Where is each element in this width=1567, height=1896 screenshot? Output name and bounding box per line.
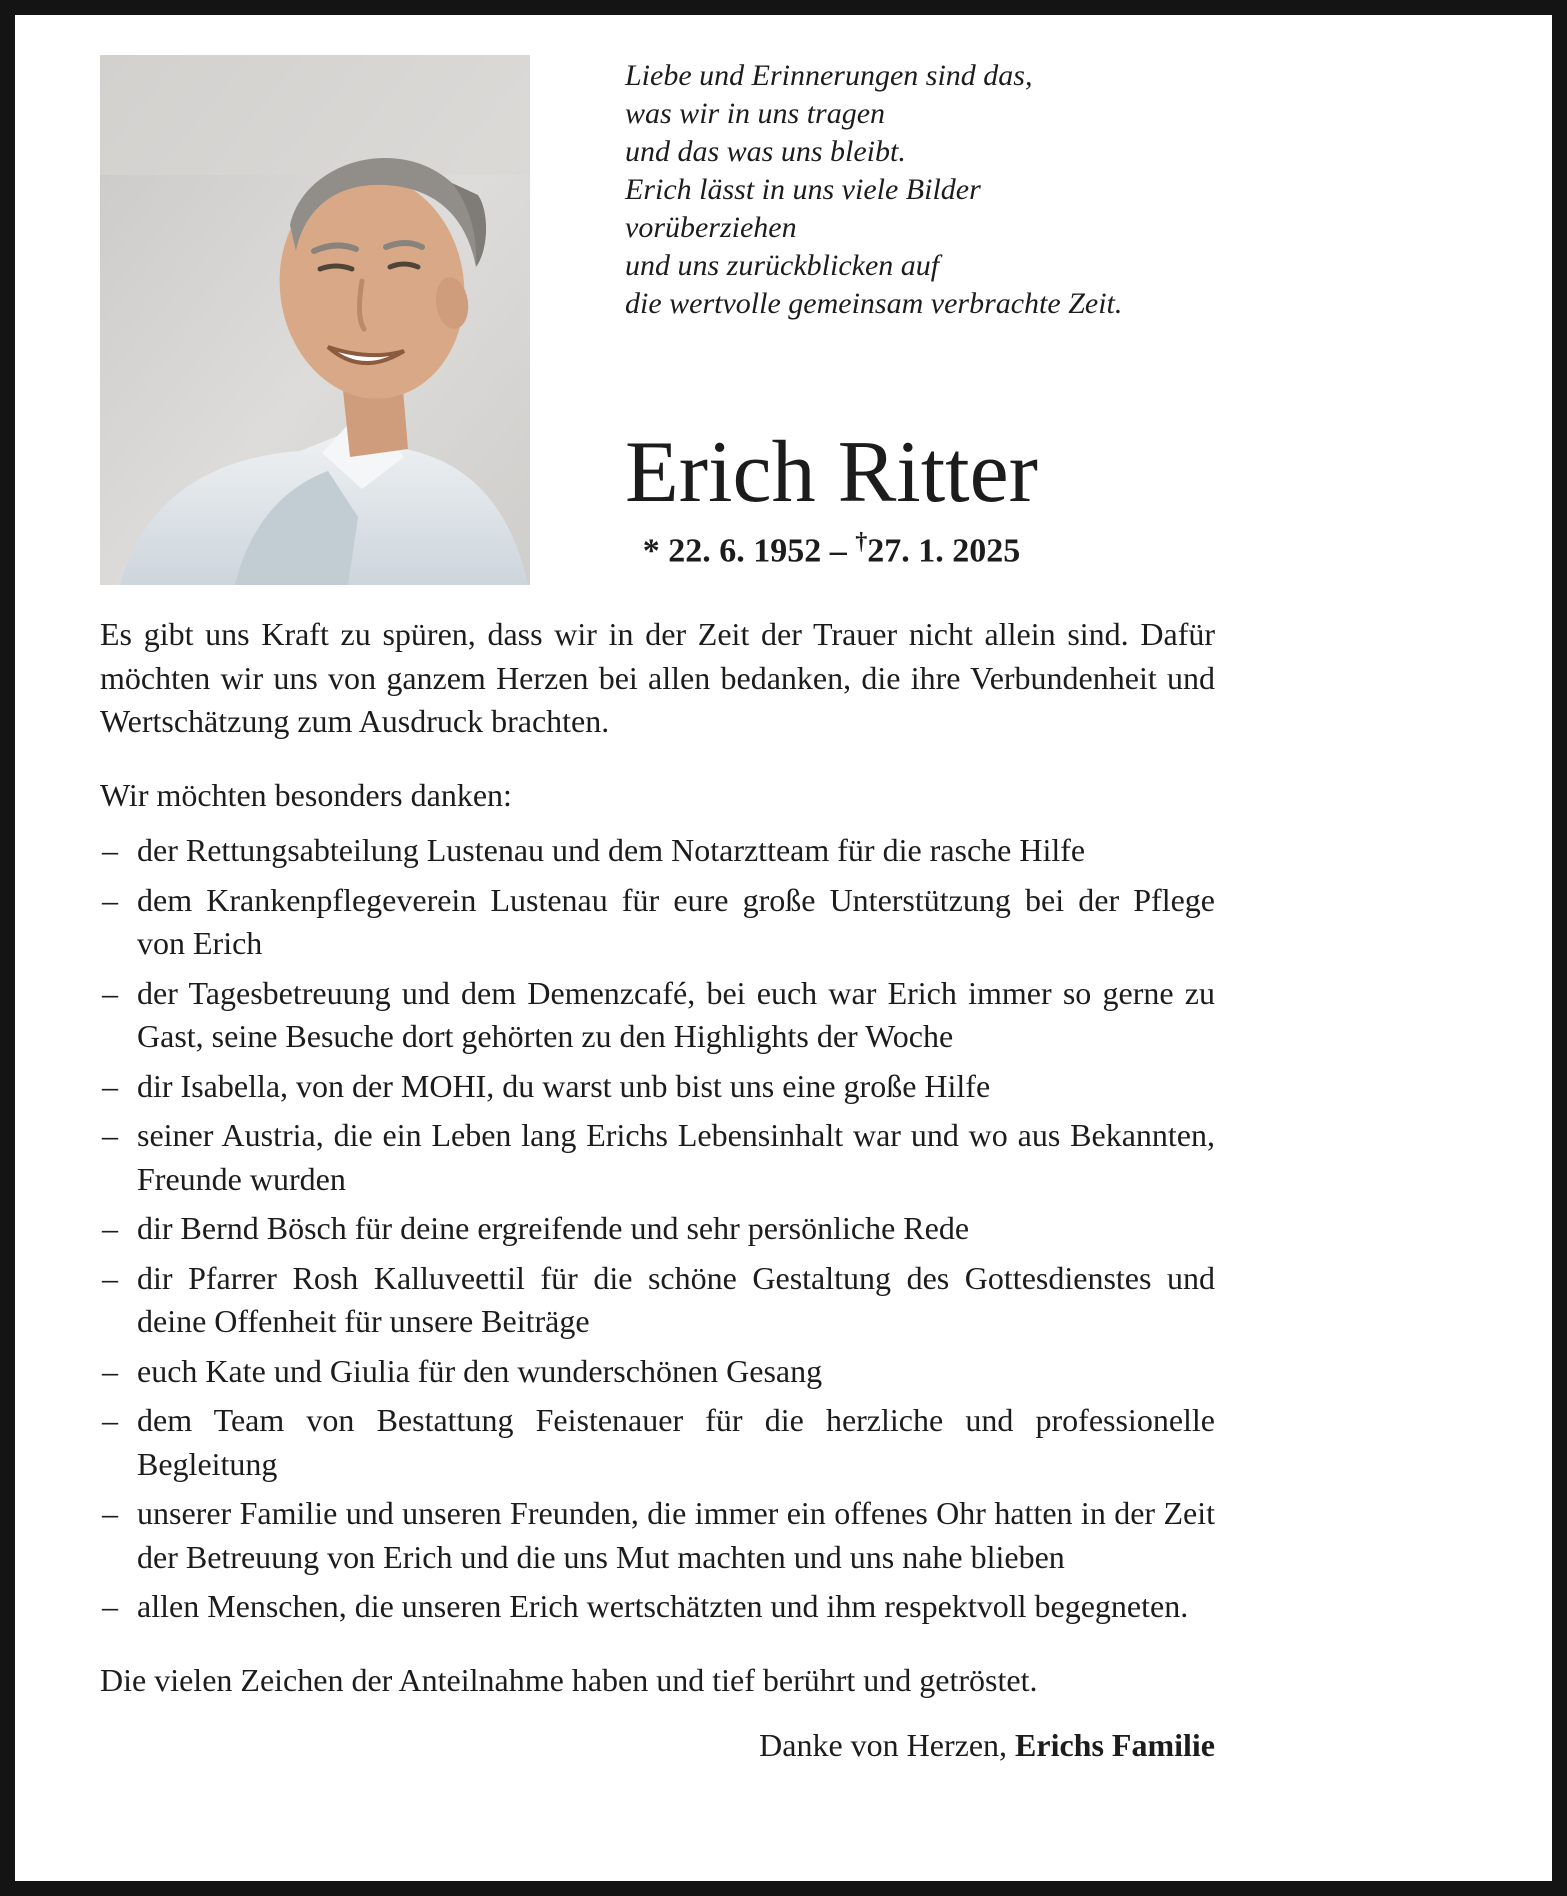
obituary-content xyxy=(100,55,1215,1768)
death-symbol: † xyxy=(855,529,868,556)
thanks-item: – dem Team von Bestattung Feistenauer für die herzliche und professionelle Begleitung xyxy=(100,1399,1215,1486)
poem-line: die wertvolle gemeinsam verbrachte Zeit. xyxy=(625,287,1123,320)
closing-line: Die vielen Zeichen der Anteilnahme haben und tief berührt und getröstet. xyxy=(100,1661,1038,1698)
thanks-item: – seiner Austria, die ein Leben lang Erichs Lebensinhalt war und wo aus Bekannten, Freunde wurden xyxy=(100,1114,1215,1201)
thanks-intro: Es gibt uns Kraft zu spüren, dass wir in der Zeit der Trauer nicht allein sind. Dafür möchten wir uns von ganzem Herzen bei allen bedanken, die ihre Verbundenheit und Wertschätzung zum Ausdruck brachten. xyxy=(100,616,1215,740)
thanks-item: – euch Kate und Giulia für den wunderschönen Gesang xyxy=(100,1350,1215,1394)
portrait-illustration xyxy=(100,55,530,585)
poem-line: was wir in uns tragen xyxy=(625,97,886,130)
title-column xyxy=(625,55,1215,571)
signature-prefix: Danke von Herzen, xyxy=(759,1727,1016,1764)
death-date: 27. 1. 2025 xyxy=(867,532,1021,570)
thanks-item: – der Rettungsabteilung Lustenau und dem Notarztteam für die rasche Hilfe xyxy=(100,829,1215,873)
poem-line: vorüberziehen xyxy=(625,211,797,244)
birth-symbol: * xyxy=(642,532,660,570)
thanks-item: – allen Menschen, die unseren Erich wertschätzten und ihm respektvoll begegneten. xyxy=(100,1585,1215,1629)
header-section xyxy=(100,55,1215,585)
thanks-item: – dem Krankenpflegeverein Lustenau für eure große Unterstützung bei der Pflege von Erich xyxy=(100,879,1215,966)
thanks-item: – dir Bernd Bösch für deine ergreifende und sehr persönliche Rede xyxy=(100,1207,1215,1251)
deceased-name: Erich Ritter xyxy=(625,424,1038,521)
portrait-photo xyxy=(100,55,530,585)
poem-line: und das was uns bleibt. xyxy=(625,135,906,168)
signature-line xyxy=(100,1724,1215,1768)
thanks-item: – dir Pfarrer Rosh Kalluveettil für die schöne Gestaltung des Gottesdienstes und deine Offenheit für unsere Beiträge xyxy=(100,1257,1215,1344)
life-dates xyxy=(625,529,1038,570)
thanks-list xyxy=(100,829,1215,1629)
name-block xyxy=(625,424,1038,571)
birth-date: 22. 6. 1952 xyxy=(668,532,822,570)
thanks-item: – dir Isabella, von der MOHI, du warst unb bist uns eine große Hilfe xyxy=(100,1065,1215,1109)
signature-family: Erichs Familie xyxy=(1015,1727,1215,1764)
thanks-heading: Wir möchten besonders danken: xyxy=(100,776,512,813)
thanks-item: – der Tagesbetreuung und dem Demenzcafé, bei euch war Erich immer so gerne zu Gast, seine Besuche dort gehörten zu den Highlights der Woche xyxy=(100,972,1215,1059)
dates-separator: – xyxy=(829,532,847,570)
poem-line: Liebe und Erinnerungen sind das, xyxy=(625,59,1033,92)
thanks-item: – unserer Familie und unseren Freunden, die immer ein offenes Ohr hatten in der Zeit der Betreuung von Erich und die uns Mut machten und uns nahe blieben xyxy=(100,1492,1215,1579)
poem-line: Erich lässt in uns viele Bilder xyxy=(625,173,981,206)
memorial-poem xyxy=(625,57,1215,323)
poem-line: und uns zurückblicken auf xyxy=(625,249,940,282)
